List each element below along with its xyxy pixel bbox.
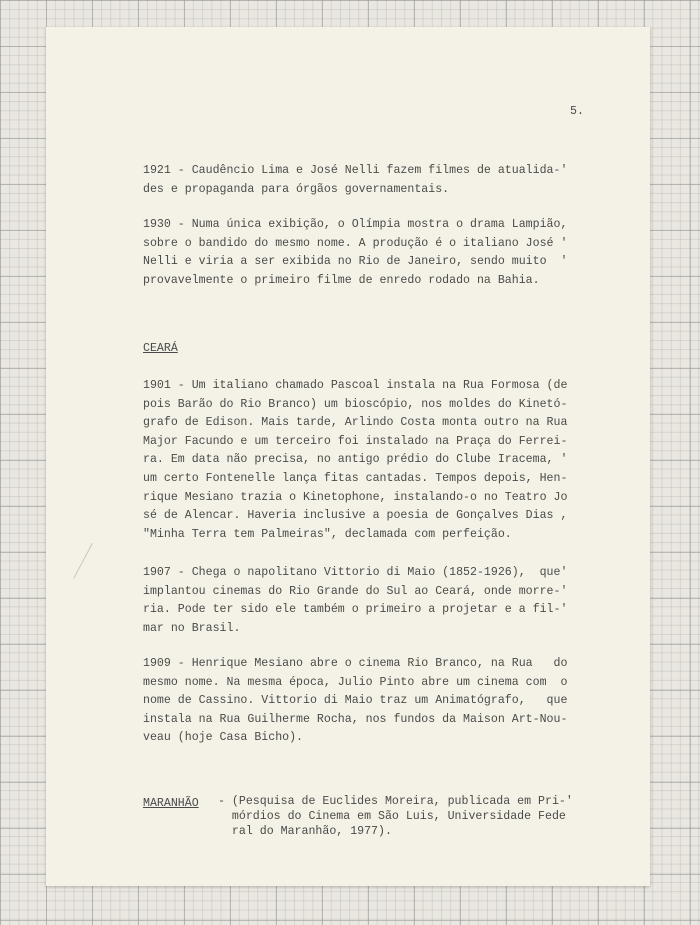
paragraph-1907: 1907 - Chega o napolitano Vittorio di Maio (1852-1926), que' implantou cinemas do Rio Grande do Sul ao Ceará, onde morre-' ria. Pode ter sido ele também o primeiro a projetar e a fil-' mar no Brasil.	[143, 566, 568, 635]
paragraph-1909: 1909 - Henrique Mesiano abre o cinema Rio Branco, na Rua do mesmo nome. Na mesma época, Julio Pinto abre um cinema com o nome de Cassino. Vittorio di Maio traz um Animatógrafo, que instala na Rua Guilherme Rocha, nos fundos da Maison Art-Nou- veau (hoje Casa Bicho).	[143, 657, 568, 745]
paragraph-1921: 1921 - Caudêncio Lima e José Nelli fazem filmes de atualida-' des e propaganda para órgãos governamentais.	[143, 164, 568, 196]
section-heading-maranhao: MARANHÃO	[143, 797, 199, 810]
maranhao-reference: - (Pesquisa de Euclides Moreira, publicada em Pri-' mórdios do Cinema em São Luis, Universidade Fede ral do Maranhão, 1977).	[218, 795, 573, 838]
paragraph-1930: 1930 - Numa única exibição, o Olímpia mostra o drama Lampião, sobre o bandido do mesmo nome. A produção é o italiano José ' Nelli e viria a ser exibida no Rio de Janeiro, sendo muito ' provavelmente o primeiro filme de enredo rodado na Bahia.	[143, 218, 568, 287]
page-number: 5.	[570, 105, 584, 118]
paragraph-1901: 1901 - Um italiano chamado Pascoal instala na Rua Formosa (de pois Barão do Rio Branco) um bioscópio, nos moldes do Kinetó- grafo de Edison. Mais tarde, Arlindo Costa monta outro na Rua Major Facundo e um terceiro foi instalado na Praça do Ferrei- ra. Em data não precisa, no antigo prédio do Clube Iracema, ' um certo Fontenelle lança fitas cantadas. Tempos depois, Hen- rique Mesiano trazia o Kinetophone, instalando-o no Teatro Jo sé de Alencar. Haveria inclusive a poesia de Gonçalves Dias , "Minha Terra tem Palmeiras", declamada com perfeição.	[143, 379, 568, 541]
section-heading-ceara: CEARÁ	[143, 342, 178, 355]
pencil-mark	[73, 543, 116, 591]
typed-page	[46, 27, 650, 886]
